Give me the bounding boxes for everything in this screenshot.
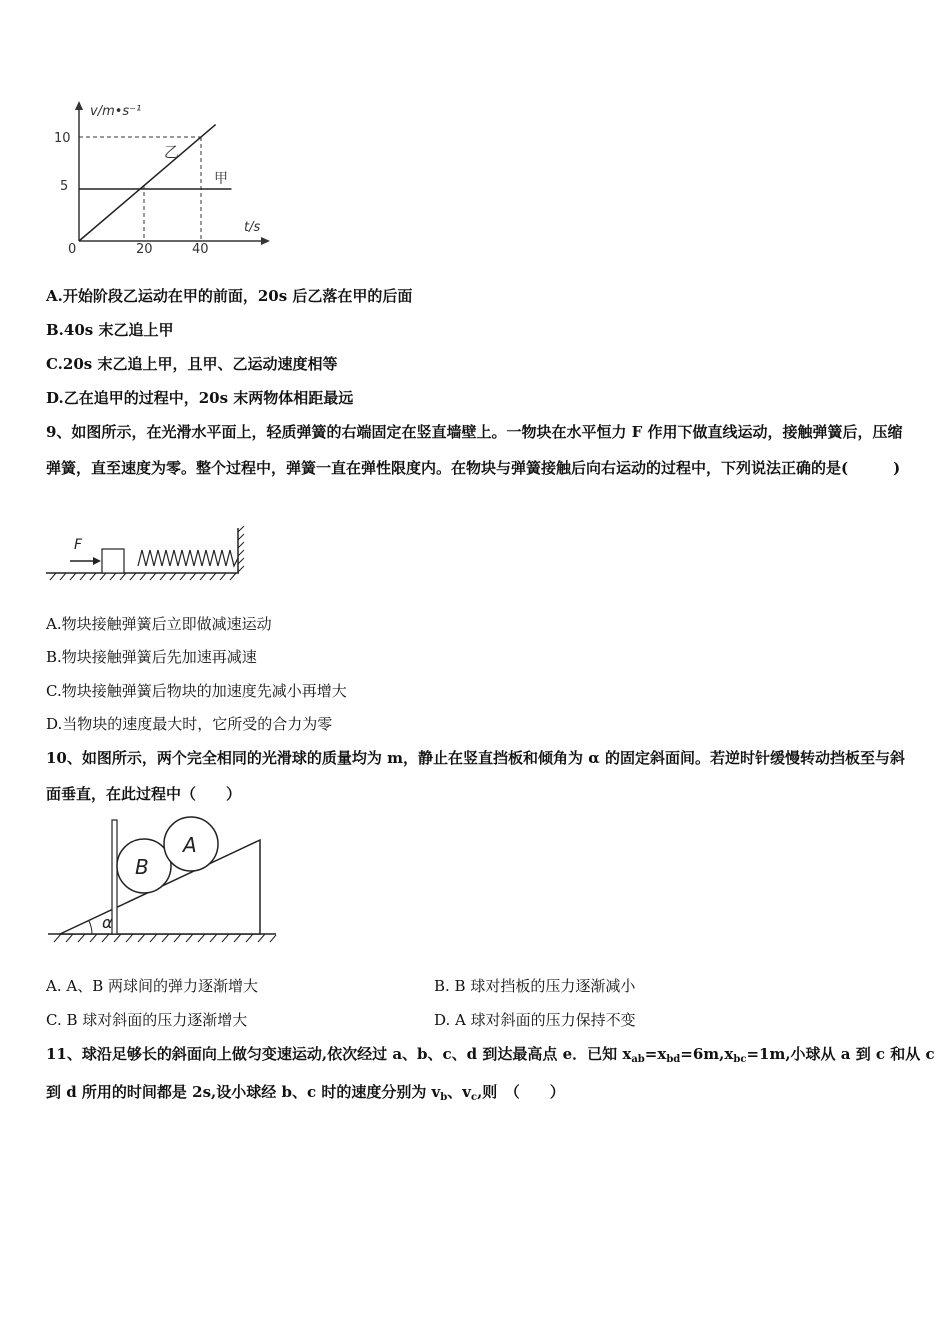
q11-text: =1m,小球从 a 到 c 和从 c [746, 1045, 935, 1063]
q10-option-b: B. B 球对挡板的压力逐渐减小 [434, 977, 636, 995]
force-arrowhead [93, 557, 101, 565]
series-label-yi: 乙 [164, 143, 180, 161]
x-tick-20: 20 [136, 242, 153, 257]
ball-a-label: A [183, 833, 197, 857]
q11-text: ,则 （ ） [477, 1083, 565, 1101]
q8-option-c: C.20s 末乙追上甲，且甲、乙运动速度相等 [46, 355, 338, 373]
q10-option-d: D. A 球对斜面的压力保持不变 [434, 1011, 636, 1029]
q9-option-a: A.物块接触弹簧后立即做减速运动 [46, 615, 272, 633]
q11-text: =6m,x [680, 1045, 734, 1063]
x-tick-40: 40 [192, 242, 209, 257]
spring [138, 550, 238, 566]
q10-option-a: A. A、B 两球间的弹力逐渐增大 [46, 977, 258, 995]
q11-stem-line2 [46, 1082, 565, 1108]
series-label-jia: 甲 [214, 171, 228, 187]
q11-text: 到 d 所用的时间都是 2s,设小球经 b、c 时的速度分别为 v [46, 1083, 441, 1101]
q8-option-d: D.乙在追甲的过程中，20s 末两物体相距最远 [46, 389, 354, 407]
q11-text: 11、球沿足够长的斜面向上做匀变速运动,依次经过 a、b、c、d 到达最高点 e．已知 x [46, 1045, 632, 1063]
q11-stem-line1 [46, 1044, 935, 1070]
q9-option-d: D.当物块的速度最大时，它所受的合力为零 [46, 715, 333, 733]
q9-option-c: C.物块接触弹簧后物块的加速度先减小再增大 [46, 682, 347, 700]
q8-option-a: A.开始阶段乙运动在甲的前面，20s 后乙落在甲的后面 [46, 287, 413, 305]
q11-sub-bd: bd [666, 1054, 681, 1065]
wall-hatch [238, 526, 244, 572]
baffle [112, 820, 117, 934]
x-axis-label: t/s [244, 220, 261, 235]
y-tick-10: 10 [54, 131, 71, 146]
ground-hatch [50, 573, 236, 580]
q11-sub-c: c [470, 1092, 478, 1103]
q9-option-b: B.物块接触弹簧后先加速再减速 [46, 648, 257, 666]
y-axis-label: v/m•s⁻¹ [90, 104, 142, 119]
q9-stem: 9、如图所示，在光滑水平面上，轻质弹簧的右端固定在竖直墙壁上。一物块在水平恒力 F 作用下做直线运动，接触弹簧后，压缩弹簧，直至速度为零。整个过程中，弹簧一直在弹性限度内。在物块与弹簧接触后向右运动的过程中，下列说法正确的是( ) [46, 423, 903, 477]
force-label: F [74, 537, 83, 553]
incline-figure [44, 814, 284, 950]
q11-sub-b: b [440, 1092, 448, 1103]
origin-label: 0 [68, 242, 77, 257]
block [102, 549, 124, 573]
y-tick-5: 5 [60, 179, 69, 194]
ball-b-label: B [135, 855, 149, 879]
q10-stem: 10、如图所示，两个完全相同的光滑球的质量均为 m，静止在竖直挡板和倾角为 α 的固定斜面间。若逆时针缓慢转动挡板至与斜面垂直，在此过程中（ ） [46, 749, 905, 803]
spring-figure [44, 526, 249, 584]
q8-option-b: B.40s 末乙追上甲 [46, 321, 174, 339]
q11-text: =x [644, 1045, 667, 1063]
q11-sub-ab: ab [631, 1054, 645, 1065]
series-line-yi [79, 125, 216, 241]
y-axis-arrow [75, 101, 83, 110]
q10-option-c: C. B 球对斜面的压力逐渐增大 [46, 1011, 248, 1029]
q11-text: 、v [447, 1083, 471, 1101]
vt-graph [46, 95, 286, 260]
q11-sub-bc: bc [733, 1054, 747, 1065]
ground-hatch [54, 934, 276, 942]
angle-label: α [102, 913, 113, 932]
x-axis-arrow [261, 237, 270, 245]
